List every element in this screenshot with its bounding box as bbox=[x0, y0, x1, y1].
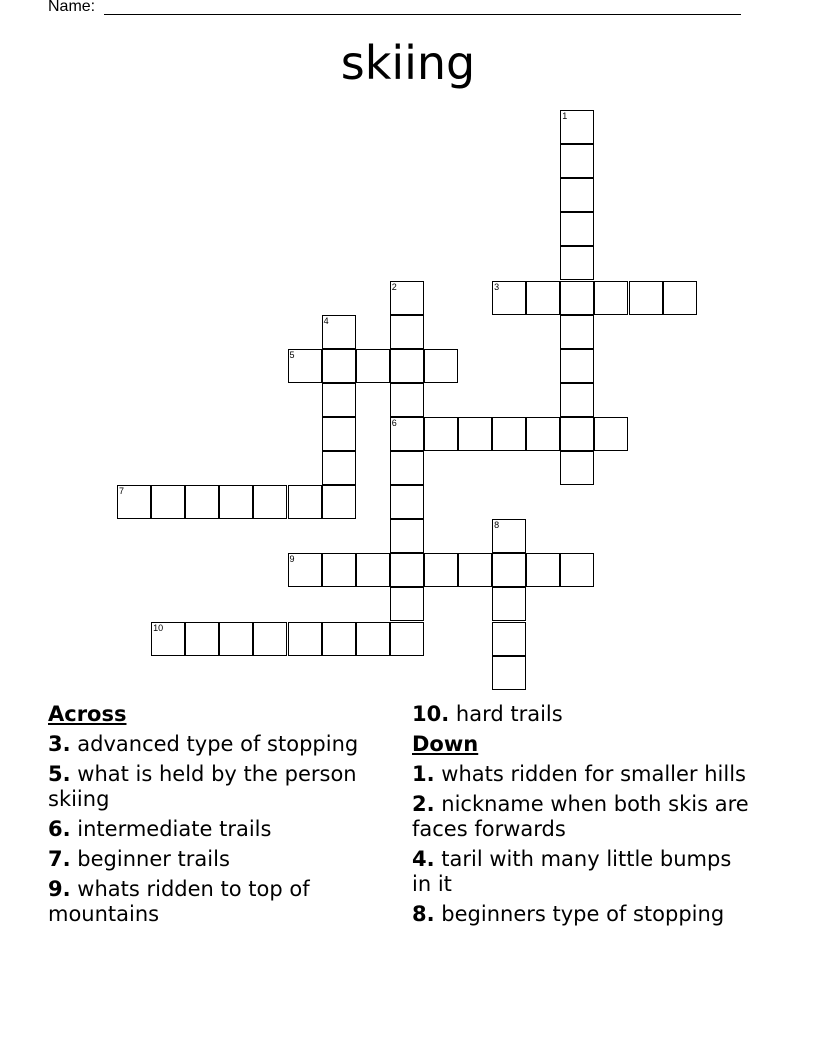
cell-number: 3 bbox=[494, 281, 500, 292]
grid-cell[interactable] bbox=[492, 553, 526, 587]
grid-cell[interactable] bbox=[356, 349, 390, 383]
grid-cell[interactable] bbox=[151, 622, 185, 656]
grid-cell[interactable] bbox=[288, 622, 322, 656]
grid-cell[interactable] bbox=[560, 349, 594, 383]
grid-cell[interactable] bbox=[185, 485, 219, 519]
puzzle-title: skiing bbox=[340, 36, 476, 90]
clue-number: 1. bbox=[412, 762, 435, 786]
cell-number: 5 bbox=[289, 349, 295, 360]
grid-cell[interactable] bbox=[560, 315, 594, 349]
grid-cell[interactable] bbox=[560, 144, 594, 178]
clue-number: 6. bbox=[48, 817, 71, 841]
grid-cell[interactable] bbox=[390, 553, 424, 587]
grid-cell[interactable] bbox=[253, 485, 287, 519]
grid-cell[interactable] bbox=[322, 451, 356, 485]
clue-across-10 bbox=[412, 702, 757, 727]
grid-cell[interactable] bbox=[390, 383, 424, 417]
clue-text: whats ridden to top of mountains bbox=[48, 877, 310, 926]
grid-cell[interactable] bbox=[185, 622, 219, 656]
clue-across-5 bbox=[48, 762, 393, 812]
grid-cell[interactable] bbox=[322, 383, 356, 417]
clue-number: 9. bbox=[48, 877, 71, 901]
grid-cell[interactable] bbox=[560, 212, 594, 246]
grid-cell[interactable] bbox=[594, 281, 628, 315]
grid-cell[interactable] bbox=[117, 485, 151, 519]
grid-cell[interactable] bbox=[560, 246, 594, 280]
grid-cell[interactable] bbox=[390, 587, 424, 621]
grid-cell[interactable] bbox=[288, 485, 322, 519]
clue-text: what is held by the person skiing bbox=[48, 762, 357, 811]
grid-cell[interactable] bbox=[322, 349, 356, 383]
grid-cell[interactable] bbox=[390, 281, 424, 315]
grid-cell[interactable] bbox=[322, 315, 356, 349]
grid-cell[interactable] bbox=[322, 417, 356, 451]
clue-down-8 bbox=[412, 902, 757, 927]
cell-number: 1 bbox=[562, 111, 568, 121]
grid-cell[interactable] bbox=[424, 349, 458, 383]
cell-number: 10 bbox=[153, 622, 164, 633]
grid-cell[interactable] bbox=[356, 553, 390, 587]
grid-cell[interactable] bbox=[560, 417, 594, 451]
clue-text: advanced type of stopping bbox=[77, 732, 359, 756]
clue-number: 3. bbox=[48, 732, 71, 756]
clue-text: whats ridden for smaller hills bbox=[441, 762, 746, 786]
grid-cell[interactable] bbox=[526, 417, 560, 451]
clue-across-6 bbox=[48, 817, 393, 842]
grid-cell[interactable] bbox=[390, 451, 424, 485]
cell-number: 7 bbox=[119, 486, 125, 497]
grid-cell[interactable] bbox=[424, 553, 458, 587]
grid-cell[interactable] bbox=[492, 281, 526, 315]
cell-number: 4 bbox=[323, 315, 329, 326]
grid-cell[interactable] bbox=[390, 622, 424, 656]
grid-cell[interactable] bbox=[492, 417, 526, 451]
grid-cell[interactable] bbox=[219, 622, 253, 656]
clue-across-9 bbox=[48, 877, 393, 927]
grid-cell[interactable] bbox=[492, 587, 526, 621]
grid-cell[interactable] bbox=[560, 110, 594, 144]
grid-cell[interactable] bbox=[390, 315, 424, 349]
grid-cell[interactable] bbox=[663, 281, 697, 315]
clue-number: 2. bbox=[412, 792, 435, 816]
clue-across-3 bbox=[48, 732, 393, 757]
grid-cell[interactable] bbox=[288, 349, 322, 383]
clue-text: taril with many little bumps in it bbox=[412, 847, 732, 896]
clues-left-column bbox=[48, 702, 393, 932]
grid-cell[interactable] bbox=[356, 622, 390, 656]
cell-number: 6 bbox=[391, 417, 397, 428]
clue-down-4 bbox=[412, 847, 757, 897]
grid-cell[interactable] bbox=[390, 349, 424, 383]
grid-cell[interactable] bbox=[458, 553, 492, 587]
cell-number: 9 bbox=[289, 554, 295, 565]
name-label: Name: bbox=[48, 0, 96, 15]
cell-number: 8 bbox=[494, 520, 500, 531]
grid-cell[interactable] bbox=[424, 417, 458, 451]
clue-number: 5. bbox=[48, 762, 71, 786]
grid-cell[interactable] bbox=[322, 485, 356, 519]
grid-cell[interactable] bbox=[629, 281, 663, 315]
clue-number: 7. bbox=[48, 847, 71, 871]
grid-cell[interactable] bbox=[560, 451, 594, 485]
grid-cell[interactable] bbox=[560, 281, 594, 315]
grid-cell[interactable] bbox=[390, 485, 424, 519]
clue-number: 10. bbox=[412, 702, 450, 726]
grid-cell[interactable] bbox=[151, 485, 185, 519]
grid-cell[interactable] bbox=[458, 417, 492, 451]
clue-down-1 bbox=[412, 762, 757, 787]
across-heading: Across bbox=[48, 702, 127, 726]
grid-cell[interactable] bbox=[560, 383, 594, 417]
clue-text: nickname when both skis are faces forwards bbox=[412, 792, 749, 841]
clue-across-7 bbox=[48, 847, 393, 872]
grid-cell[interactable] bbox=[560, 553, 594, 587]
clue-down-2 bbox=[412, 792, 757, 842]
clue-text: beginner trails bbox=[77, 847, 230, 871]
grid-cell[interactable] bbox=[560, 178, 594, 212]
grid-cell[interactable] bbox=[322, 553, 356, 587]
grid-cell[interactable] bbox=[390, 519, 424, 553]
down-heading: Down bbox=[412, 732, 479, 756]
grid-cell[interactable] bbox=[526, 553, 560, 587]
grid-cell[interactable] bbox=[219, 485, 253, 519]
clue-text: beginners type of stopping bbox=[441, 902, 725, 926]
grid-cell[interactable] bbox=[288, 553, 322, 587]
grid-cell[interactable] bbox=[526, 281, 560, 315]
clue-number: 8. bbox=[412, 902, 435, 926]
clue-number: 4. bbox=[412, 847, 435, 871]
cell-number: 2 bbox=[391, 281, 397, 292]
clue-text: hard trails bbox=[455, 702, 563, 726]
grid-cell[interactable] bbox=[594, 417, 628, 451]
grid-cell[interactable] bbox=[253, 622, 287, 656]
grid-cell[interactable] bbox=[492, 622, 526, 656]
grid-cell[interactable] bbox=[492, 656, 526, 690]
grid-cell[interactable] bbox=[492, 519, 526, 553]
grid-cell[interactable] bbox=[322, 622, 356, 656]
clue-text: intermediate trails bbox=[77, 817, 272, 841]
grid-cell[interactable] bbox=[390, 417, 424, 451]
clues-right-column bbox=[412, 702, 757, 932]
